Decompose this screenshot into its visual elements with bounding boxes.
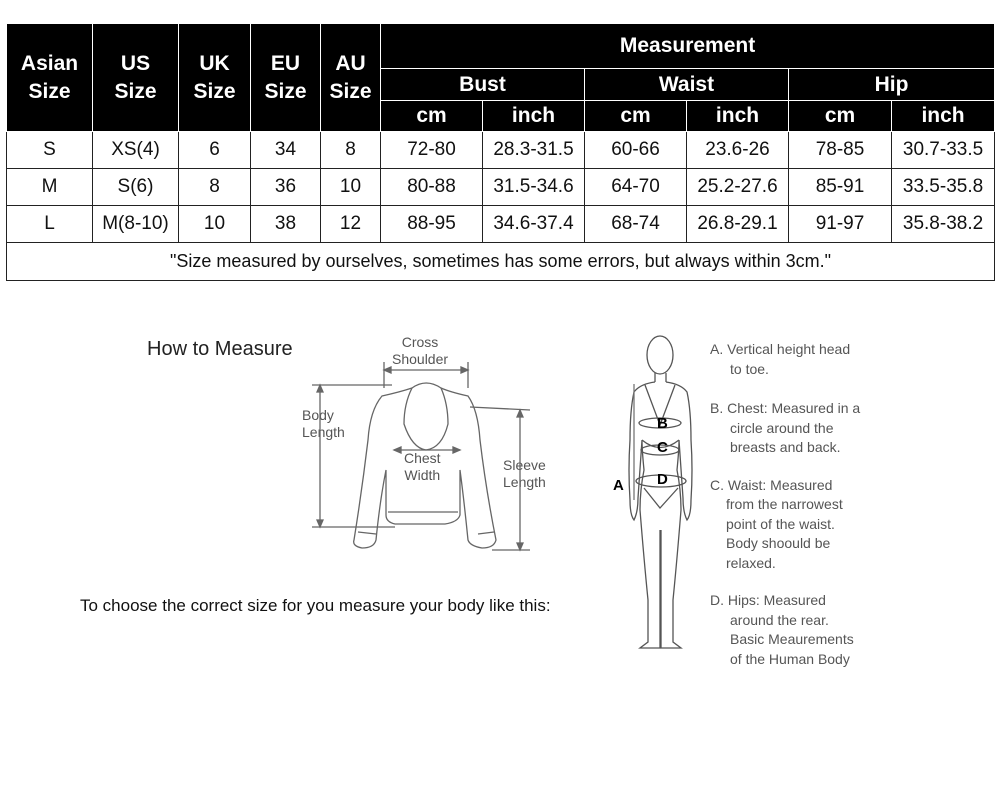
- header-au-size: AU Size: [321, 24, 381, 132]
- body-letter-c: C: [657, 439, 668, 456]
- header-unit: cm: [381, 101, 483, 132]
- table-cell: 36: [251, 169, 321, 206]
- header-uk-size: UK Size: [179, 24, 251, 132]
- table-cell: 33.5-35.8: [892, 169, 995, 206]
- table-cell: 23.6-26: [687, 132, 789, 169]
- table-cell: 78-85: [789, 132, 892, 169]
- header-us-size: US Size: [93, 24, 179, 132]
- body-letter-a: A: [613, 477, 624, 494]
- header-unit: inch: [687, 101, 789, 132]
- header-hip: Hip: [789, 69, 995, 101]
- table-cell: 6: [179, 132, 251, 169]
- table-cell: 31.5-34.6: [483, 169, 585, 206]
- table-cell: 91-97: [789, 206, 892, 243]
- table-cell: 25.2-27.6: [687, 169, 789, 206]
- cross-shoulder-label: Cross Shoulder: [392, 334, 449, 367]
- header-waist: Waist: [585, 69, 789, 101]
- measure-legend: [710, 340, 900, 669]
- table-cell: 28.3-31.5: [483, 132, 585, 169]
- table-cell: 8: [179, 169, 251, 206]
- table-note: "Size measured by ourselves, sometimes has some errors, but always within 3cm.": [7, 243, 995, 281]
- table-cell: XS(4): [93, 132, 179, 169]
- sleeve-length-label: Sleeve Length: [503, 457, 546, 490]
- table-cell: S: [7, 132, 93, 169]
- table-cell: 80-88: [381, 169, 483, 206]
- table-cell: 85-91: [789, 169, 892, 206]
- table-cell: 60-66: [585, 132, 687, 169]
- legend-item-b: B. Chest: Measured in a circle around the breasts and back.: [710, 400, 861, 455]
- table-cell: 26.8-29.1: [687, 206, 789, 243]
- chest-width-label: Chest Width: [404, 450, 441, 483]
- table-cell: 88-95: [381, 206, 483, 243]
- table-cell: 10: [321, 169, 381, 206]
- table-cell: 10: [179, 206, 251, 243]
- table-cell: M(8-10): [93, 206, 179, 243]
- legend-item-c: C. Waist: Measured from the narrowest point of the waist. Body shoould be relaxed.: [710, 476, 843, 571]
- table-cell: 8: [321, 132, 381, 169]
- table-cell: 30.7-33.5: [892, 132, 995, 169]
- choose-size-instruction: To choose the correct size for you measure your body like this:: [80, 596, 551, 615]
- header-unit: inch: [483, 101, 585, 132]
- header-measurement: Measurement: [381, 24, 995, 69]
- table-cell: 35.8-38.2: [892, 206, 995, 243]
- body-letter-d: D: [657, 471, 668, 488]
- how-to-measure-title: How to Measure: [147, 338, 293, 360]
- header-bust: Bust: [381, 69, 585, 101]
- header-unit: cm: [585, 101, 687, 132]
- table-cell: 72-80: [381, 132, 483, 169]
- table-cell: 68-74: [585, 206, 687, 243]
- table-cell: M: [7, 169, 93, 206]
- header-asian-size: Asian Size: [7, 24, 93, 132]
- header-unit: cm: [789, 101, 892, 132]
- legend-item-d: D. Hips: Measured around the rear. Basic Meaurements of the Human Body: [710, 592, 854, 667]
- table-cell: 38: [251, 206, 321, 243]
- table-cell: 12: [321, 206, 381, 243]
- table-cell: L: [7, 206, 93, 243]
- table-cell: 64-70: [585, 169, 687, 206]
- legend-item-a: A. Vertical height head to toe.: [710, 341, 851, 377]
- body-length-label: Body Length: [302, 407, 345, 440]
- table-cell: S(6): [93, 169, 179, 206]
- header-eu-size: EU Size: [251, 24, 321, 132]
- body-letter-b: B: [657, 415, 668, 432]
- header-unit: inch: [892, 101, 995, 132]
- table-cell: 34.6-37.4: [483, 206, 585, 243]
- table-cell: 34: [251, 132, 321, 169]
